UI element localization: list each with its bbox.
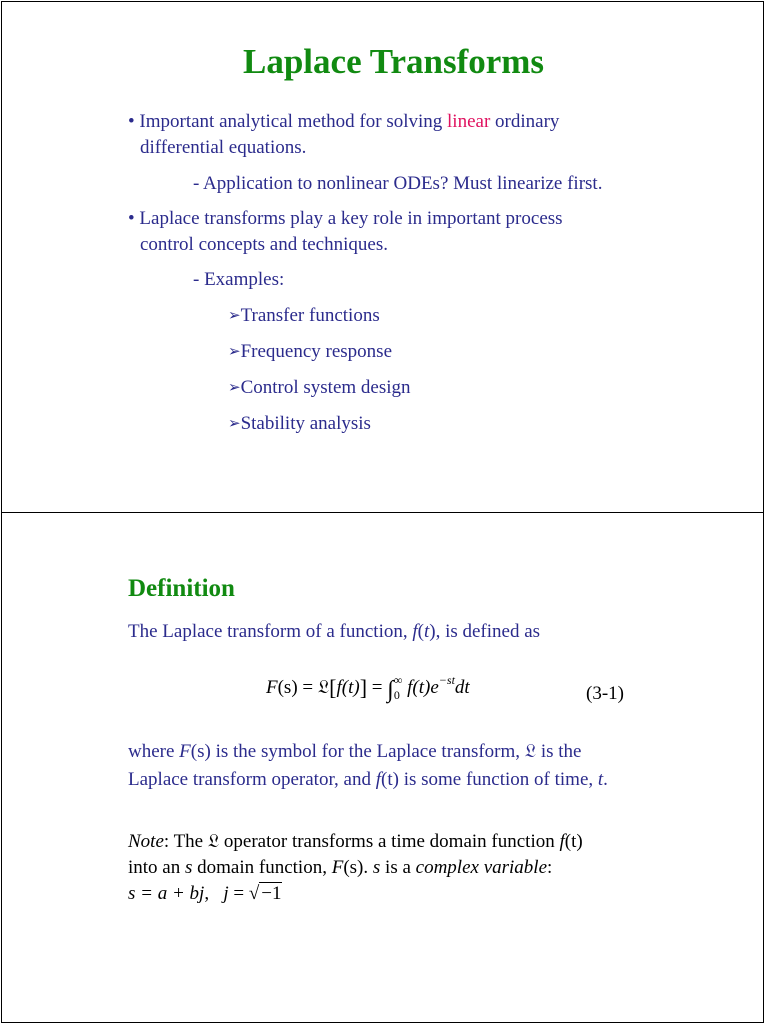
- where-line-1: [128, 738, 608, 766]
- where-paragraph: [128, 738, 608, 794]
- arrow-bullet-icon: ➢: [228, 308, 241, 324]
- equals: =: [367, 677, 388, 698]
- text: Laplace transform operator, and: [128, 769, 376, 790]
- sub-point-examples: - Examples:: [193, 269, 285, 290]
- bullet-2-line-1: [128, 206, 563, 232]
- math-dt: dt: [454, 677, 470, 698]
- laplace-equation: [266, 673, 470, 704]
- text: where: [128, 741, 180, 762]
- highlight-linear: linear: [447, 111, 491, 132]
- slide-definition: [1, 512, 764, 1023]
- math-F: F: [179, 741, 191, 762]
- separator: ,: [204, 883, 224, 904]
- paren: (: [417, 621, 424, 642]
- example-item: [228, 411, 371, 437]
- note-line-2: [128, 855, 583, 881]
- bullet-1-line-2: differential equations.: [140, 137, 307, 158]
- note-line-3: [128, 881, 583, 907]
- math-F: F: [331, 857, 344, 878]
- text: : The: [163, 831, 208, 852]
- math-t-arg: (t): [381, 769, 399, 790]
- math-t: t: [423, 621, 430, 642]
- laplace-operator-symbol: 𝔏: [207, 831, 220, 852]
- text: .: [363, 857, 373, 878]
- square-root: [249, 881, 283, 907]
- math-f: f: [412, 621, 418, 642]
- text: domain function,: [192, 857, 332, 878]
- math-s-arg: (s): [343, 857, 364, 878]
- integral-sign: ∫: [387, 677, 394, 703]
- example-label: Frequency response: [240, 341, 393, 362]
- bullet-1-text-end: ordinary: [490, 111, 560, 132]
- example-item: [228, 375, 411, 401]
- exponent: −st: [438, 673, 455, 687]
- example-label: Stability analysis: [240, 413, 371, 434]
- math-e: e: [430, 677, 439, 698]
- bullet-1-line-1: [128, 109, 559, 135]
- section-heading: Definition: [128, 575, 235, 602]
- intro-text: The Laplace transform of a function,: [128, 621, 413, 642]
- bullet-2-line-2: control concepts and techniques.: [140, 234, 388, 255]
- text: is the: [536, 741, 582, 762]
- bracket: ]: [359, 675, 368, 700]
- equals: =: [228, 883, 249, 904]
- math-f: f: [559, 831, 565, 852]
- bracket: [: [329, 675, 337, 700]
- complex-form: s = a + bj: [128, 883, 205, 904]
- laplace-operator-symbol: 𝔏: [524, 741, 537, 762]
- bullet-marker: •: [128, 111, 135, 132]
- arrow-bullet-icon: ➢: [228, 416, 241, 432]
- math-F: F: [266, 677, 278, 698]
- math-s-arg: (s): [190, 741, 211, 762]
- laplace-operator-symbol: 𝔏: [317, 677, 330, 698]
- intro-text-end: , is defined as: [435, 621, 541, 642]
- text: is the symbol for the Laplace transform,: [210, 741, 525, 762]
- example-item: [228, 303, 380, 329]
- complex-variable-term: complex variable: [415, 857, 548, 878]
- text: into an: [128, 857, 185, 878]
- integrand-f: f: [402, 677, 413, 698]
- text: is some function of time,: [398, 769, 598, 790]
- paren: ): [429, 621, 436, 642]
- slide-title: Laplace Transforms: [243, 42, 545, 81]
- text: is a: [380, 857, 416, 878]
- math-s: s: [185, 857, 193, 878]
- equation-number: (3-1): [586, 683, 624, 704]
- note-label: Note: [128, 831, 164, 852]
- math-f-of-t: f(t): [336, 677, 360, 698]
- integral-lower-limit: 0: [393, 688, 400, 702]
- text: operator transforms a time domain function: [219, 831, 560, 852]
- where-line-2: [128, 766, 608, 794]
- integral-upper-limit: ∞: [393, 673, 403, 687]
- text: .: [603, 769, 608, 790]
- arrow-bullet-icon: ➢: [228, 380, 241, 396]
- radical-sign: √: [248, 883, 260, 904]
- math-s-arg: (s) =: [277, 677, 318, 698]
- arrow-bullet-icon: ➢: [228, 344, 241, 360]
- bullet-marker: •: [128, 208, 135, 229]
- bullet-2-text: Laplace transforms play a key role in important process: [134, 208, 563, 229]
- math-t-arg: (t): [564, 831, 583, 852]
- bullet-1-text: Important analytical method for solving: [134, 111, 448, 132]
- math-t: t: [597, 769, 604, 790]
- integrand-t: (t): [412, 677, 431, 698]
- definition-intro: [128, 619, 540, 645]
- note-line-1: [128, 829, 583, 855]
- example-item: [228, 339, 392, 365]
- math-f: f: [375, 769, 381, 790]
- example-label: Control system design: [240, 377, 411, 398]
- note-paragraph: [128, 829, 583, 907]
- text: :: [547, 857, 553, 878]
- math-s: s: [372, 857, 381, 878]
- slide-laplace-transforms: [1, 1, 764, 513]
- sub-point-nonlinear: - Application to nonlinear ODEs? Must linearize first.: [193, 173, 603, 194]
- radicand: −1: [261, 883, 282, 904]
- example-label: Transfer functions: [240, 305, 380, 326]
- math-j: j: [223, 883, 229, 904]
